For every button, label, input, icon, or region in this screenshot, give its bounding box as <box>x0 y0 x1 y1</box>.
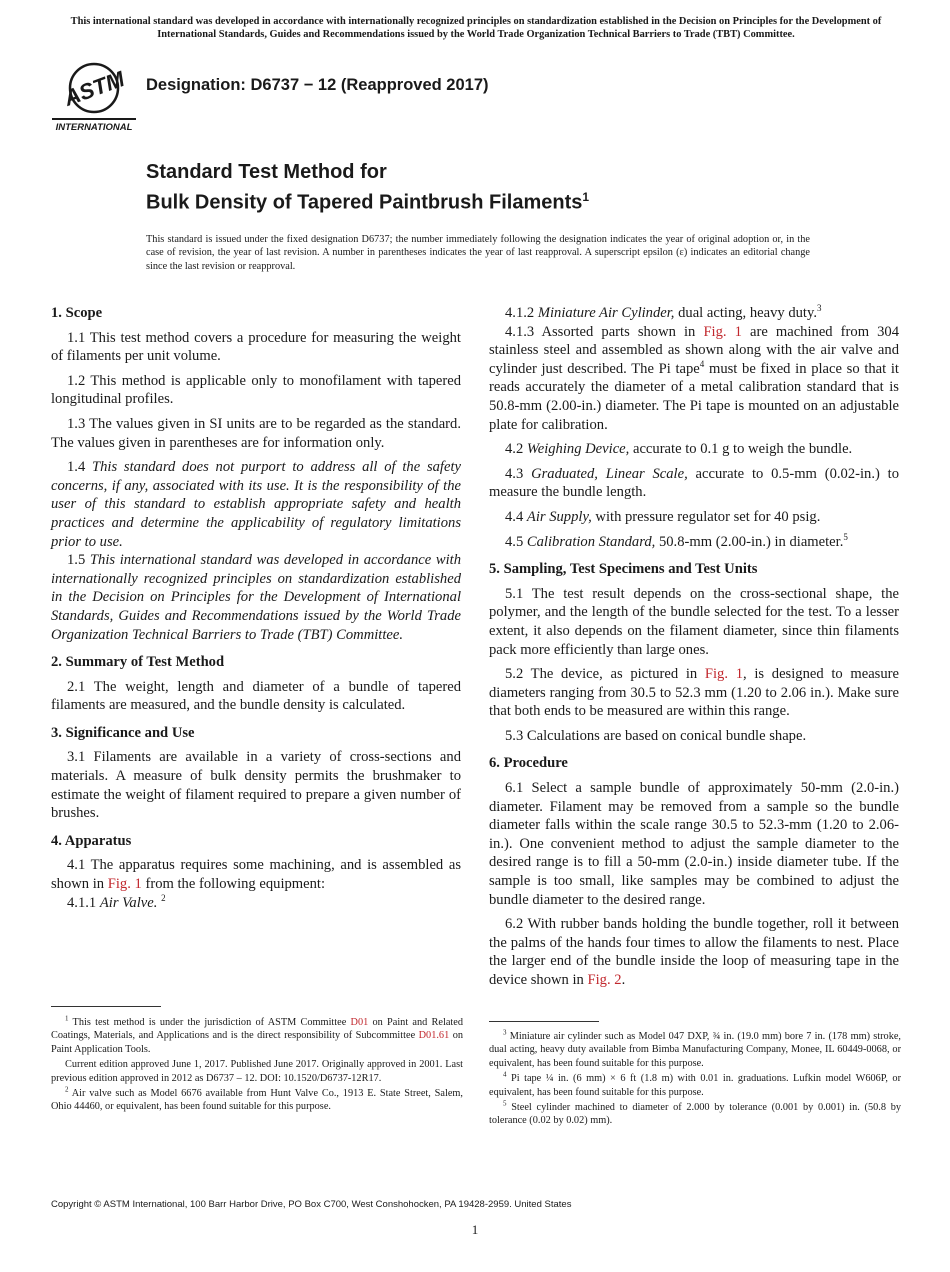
para-5-3: 5.3 Calculations are based on conical bundle shape. <box>505 727 807 744</box>
para-4-2: 4.2 Weighing Device, accurate to 0.1 g to weigh the bundle. <box>505 441 853 458</box>
footnote-ref-5[interactable]: 5 <box>843 531 848 542</box>
issuance-statement: This standard is issued under the fixed designation D6737; the number immediately following the designation indicates the year of original adoption or, in the case of revision, the year of last revision. A number in parentheses indicates the year of last reapproval. A superscript epsilon (ε) indicates an editorial change since the last revision or reapproval. <box>146 234 810 272</box>
page-number: 1 <box>471 1222 479 1237</box>
fig-1-link[interactable]: Fig. 1 <box>703 323 742 340</box>
para-6-1: 6.1 Select a sample bundle of approximately 50-mm (2.0-in.) diameter. Filament may be removed from a sample so the bundle diameter falls within the scale range 30.5 to 52.3-mm (1.20 to 2.06-in.). One convenient method to adjust the sample diameter to the desired range is to fill a 50-mm (2.0-in.) inside diameter tube. If the sample is too small, like samples may be combined to adjust the bundle diameter to the desired range. <box>489 780 899 908</box>
para-5-2: 5.2 The device, as pictured in Fig. 1, is designed to measure diameters ranging from 30.5 to 52.3 mm (1.20 to 2.06 in.). Make sure that both ends to be measured are within this range. <box>489 666 899 720</box>
para-5-1: 5.1 The test result depends on the cross-sectional shape, the polymer, and the length of the bundle selected for the test. To a lesser extent, it also depends on the filament diameter, since thin filaments pack more efficiently than large ones. <box>489 585 899 658</box>
para-2-1: 2.1 The weight, length and diameter of a bundle of tapered filaments are measured, and the bundle density is calculated. <box>51 678 461 714</box>
logo-subtext: INTERNATIONAL <box>55 122 133 133</box>
para-1-4: 1.4 This standard does not purport to address all of the safety concerns, if any, associated with its use. It is the responsibility of the user of this standard to establish appropriate safety and health practices and determine the applicability of regulatory limitations prior to use. <box>51 459 461 550</box>
para-1-2: 1.2 This method is applicable only to monofilament with tapered longitudinal profiles. <box>51 372 461 408</box>
para-1-3: 1.3 The values given in SI units are to be regarded as the standard. The values given in parentheses are for information only. <box>51 415 461 451</box>
para-4-1-3: 4.1.3 Assorted parts shown in Fig. 1 are machined from 304 stainless steel and assembled as shown along with the air valve and cylinder just described. The Pi tape$^4$ must be fixed in place so that it reads accurately the diameter of a metal calibration standard that is 50.8-mm (2.00-in.) diameter. The Pi tape is mounted on an adjustable plate for calibration. <box>489 323 899 433</box>
committee-d01-link[interactable]: D01 <box>350 1017 369 1028</box>
para-1-1: 1.1 This test method covers a procedure for measuring the weight of filaments per unit volume. <box>51 329 461 365</box>
footnote-rule-right <box>489 1021 599 1022</box>
logo-letters: ASTM <box>60 66 128 111</box>
footnote-3: $^3$ Miniature air cylinder such as Model 047 DXP, ¾ in. (19.0 mm) bore 7 in. (178 mm) stroke, dual acting, heavy duty available from Bimba Manufacturing Company, Monee, IL 60449-0068, or equivalent, has been found suitable for this purpose. <box>489 1028 901 1069</box>
para-3-1: 3.1 Filaments are available in a variety of cross-sections and materials. A measure of bulk density permits the brushmaker to estimate the weight of filament required to prepare a given number of brushes. <box>51 749 461 822</box>
section-heading-sampling: 5. Sampling, Test Specimens and Test Units <box>489 561 758 578</box>
title-line-2: Bulk Density of Tapered Paintbrush Filaments$^1$ <box>146 190 590 214</box>
title-footnote-mark: 1 <box>582 190 590 204</box>
para-4-3: 4.3 Graduated, Linear Scale, accurate to 0.5-mm (0.02-in.) to measure the bundle length. <box>489 465 899 501</box>
para-4-5: 4.5 Calibration Standard, 50.8-mm (2.00-in.) in diameter.$^5$ <box>505 531 848 550</box>
document-title <box>146 160 589 216</box>
para-4-4: 4.4 Air Supply, with pressure regulator set for 40 psig. <box>505 508 821 525</box>
para-4-1-2: 4.1.2 Miniature Air Cylinder, dual acting, heavy duty.$^3$ <box>505 303 822 321</box>
footnote-ref-3[interactable]: 3 <box>816 303 822 314</box>
fig-1-link[interactable]: Fig. 1 <box>107 876 142 893</box>
fig-2-link[interactable]: Fig. 2 <box>587 972 622 988</box>
footnote-1-edition: Current edition approved June 1, 2017. Published June 2017. Originally approved in 2001. Last previous edition approved in 2012 as D6737 – 12. DOI: 10.1520/D6737-12R17. <box>51 1059 463 1084</box>
right-column <box>489 304 899 996</box>
subcommittee-d01-61-link[interactable]: D01.61 <box>418 1030 450 1042</box>
section-heading-procedure: 6. Procedure <box>489 755 568 772</box>
footnote-1: $^1$ This test method is under the jurisdiction of ASTM Committee D01 on Paint and Related Coatings, Materials, and Applications and is the direct responsibility of Subcommittee D01.61 on Paint Application Tools. <box>51 1014 464 1055</box>
section-heading-scope: 1. Scope <box>51 305 103 321</box>
copyright-notice: Copyright © ASTM International, 100 Barr Harbor Drive, PO Box C700, West Conshohocken, PA 19428-2959. United States <box>51 1199 572 1210</box>
footnote-rule-left <box>51 1006 161 1007</box>
astm-logo <box>52 56 136 136</box>
top-notice: This international standard was developed in accordance with internationally recognized principles on standardization established in the Decision on Principles for the Development of International Standards, Guides and Recommendations issued by the World Trade Organization Technical Barriers to Trade (TBT) Committee. <box>70 16 882 40</box>
footnote-4: $^4$ Pi tape ¼ in. (6 mm) × 6 ft (1.8 m) with 0.01 in. graduations. Lufkin model W606P, or equivalent, has been found suitable for this purpose. <box>489 1070 901 1098</box>
section-heading-apparatus: 4. Apparatus <box>51 832 132 849</box>
para-6-2: 6.2 With rubber bands holding the bundle together, roll it between the palms of the hands four times to allow the filaments to nest. Place the larger end of the bundle inside the loop of measuring tape in the device shown in Fig. 2. <box>489 916 899 988</box>
section-heading-summary: 2. Summary of Test Method <box>51 654 225 671</box>
fig-1-link[interactable]: Fig. 1 <box>704 666 743 683</box>
para-4-1: 4.1 The apparatus requires some machining, and is assembled as shown in Fig. 1 from the following equipment: <box>51 857 461 893</box>
designation: Designation: D6737 − 12 (Reapproved 2017) <box>146 76 489 94</box>
footnote-ref-4[interactable]: 4 <box>699 358 705 369</box>
section-heading-significance: 3. Significance and Use <box>51 724 195 741</box>
footnote-5: $^5$ Steel cylinder machined to diameter of 2.000 by tolerance (0.001 by 0.001) in. (50.8 by tolerance (0.02 by 0.02) mm). <box>489 1099 901 1127</box>
para-1-5: 1.5 This international standard was developed in accordance with internationally recognized principles on standardization established in the Decision on Principles for the Development of International Standards, Guides and Recommendations issued by the World Trade Organization Technical Barriers to Trade (TBT) Committee. <box>51 552 462 643</box>
footnote-ref-2[interactable]: 2 <box>161 892 166 903</box>
title-line-1: Standard Test Method for <box>146 161 387 183</box>
footnotes-right <box>489 1030 901 1130</box>
footnotes-left <box>51 1016 463 1116</box>
para-4-1-1: 4.1.1 Air Valve. $^2$ <box>67 892 166 911</box>
left-column <box>51 304 461 912</box>
footnote-2: $^2$ Air valve such as Model 6676 available from Hunt Valve Co., 1913 E. State Street, Salem, Ohio 44460, or equivalent, has been found suitable for this purpose. <box>51 1085 463 1113</box>
